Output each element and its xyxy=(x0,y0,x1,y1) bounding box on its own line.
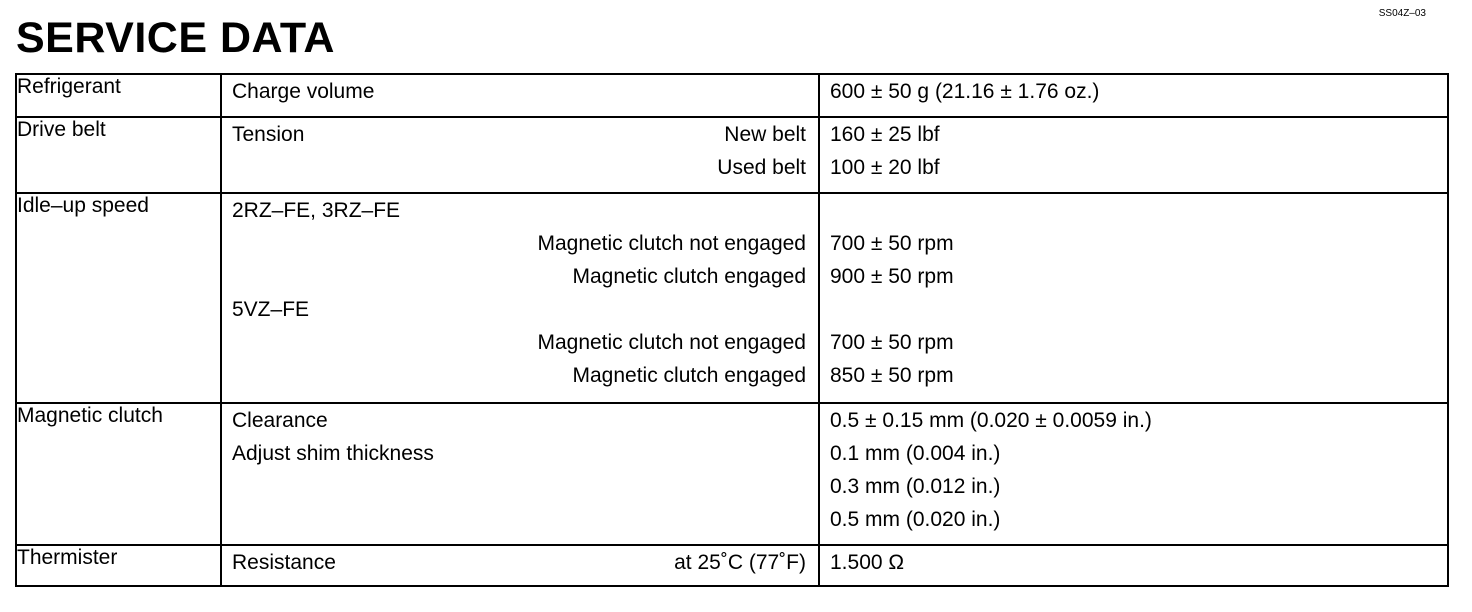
value-text: 1.500 Ω xyxy=(830,551,905,574)
value-text: 0.5 ± 0.15 mm (0.020 ± 0.0059 in.) xyxy=(830,409,1152,432)
item-label: Tension xyxy=(232,123,305,146)
service-data-table xyxy=(15,73,1449,587)
table-row xyxy=(16,545,1448,586)
value-text: 700 ± 50 rpm xyxy=(830,331,954,354)
item-label: 2RZ–FE, 3RZ–FE xyxy=(232,199,401,222)
value-cell xyxy=(819,193,1448,403)
item-cell xyxy=(221,403,819,545)
category-cell: Magnetic clutch xyxy=(16,403,221,545)
condition-label: at 25˚C (77˚F) xyxy=(674,551,806,574)
condition-label: Magnetic clutch engaged xyxy=(572,364,806,387)
item-label: Adjust shim thickness xyxy=(232,442,434,465)
page-title: SERVICE DATA xyxy=(16,14,335,62)
table-row xyxy=(16,117,1448,193)
condition-label: Magnetic clutch not engaged xyxy=(537,331,806,354)
item-label: Charge volume xyxy=(232,80,375,103)
category-cell: Idle–up speed xyxy=(16,193,221,403)
item-cell xyxy=(221,193,819,403)
table-row xyxy=(16,403,1448,545)
item-cell xyxy=(221,117,819,193)
value-cell xyxy=(819,117,1448,193)
table-row xyxy=(16,74,1448,117)
item-label: Clearance xyxy=(232,409,328,432)
category-cell: Refrigerant xyxy=(16,74,221,117)
condition-label: New belt xyxy=(724,123,806,146)
item-cell xyxy=(221,545,819,586)
value-text: 100 ± 20 lbf xyxy=(830,156,940,179)
condition-label: Used belt xyxy=(717,156,806,179)
value-cell xyxy=(819,403,1448,545)
item-cell xyxy=(221,74,819,117)
condition-label: Magnetic clutch not engaged xyxy=(537,232,806,255)
value-text: 0.5 mm (0.020 in.) xyxy=(830,508,1001,531)
table-row xyxy=(16,193,1448,403)
document-code: SS04Z–03 xyxy=(1378,8,1426,19)
value-text: 600 ± 50 g (21.16 ± 1.76 oz.) xyxy=(830,80,1100,103)
value-text: 850 ± 50 rpm xyxy=(830,364,954,387)
item-label: Resistance xyxy=(232,551,336,574)
condition-label: Magnetic clutch engaged xyxy=(572,265,806,288)
value-text: 900 ± 50 rpm xyxy=(830,265,954,288)
value-text: 700 ± 50 rpm xyxy=(830,232,954,255)
value-text: 160 ± 25 lbf xyxy=(830,123,940,146)
value-text: 0.3 mm (0.012 in.) xyxy=(830,475,1001,498)
value-cell xyxy=(819,74,1448,117)
value-text: 0.1 mm (0.004 in.) xyxy=(830,442,1001,465)
value-cell xyxy=(819,545,1448,586)
item-label: 5VZ–FE xyxy=(232,298,310,321)
category-cell: Thermister xyxy=(16,545,221,586)
category-cell: Drive belt xyxy=(16,117,221,193)
